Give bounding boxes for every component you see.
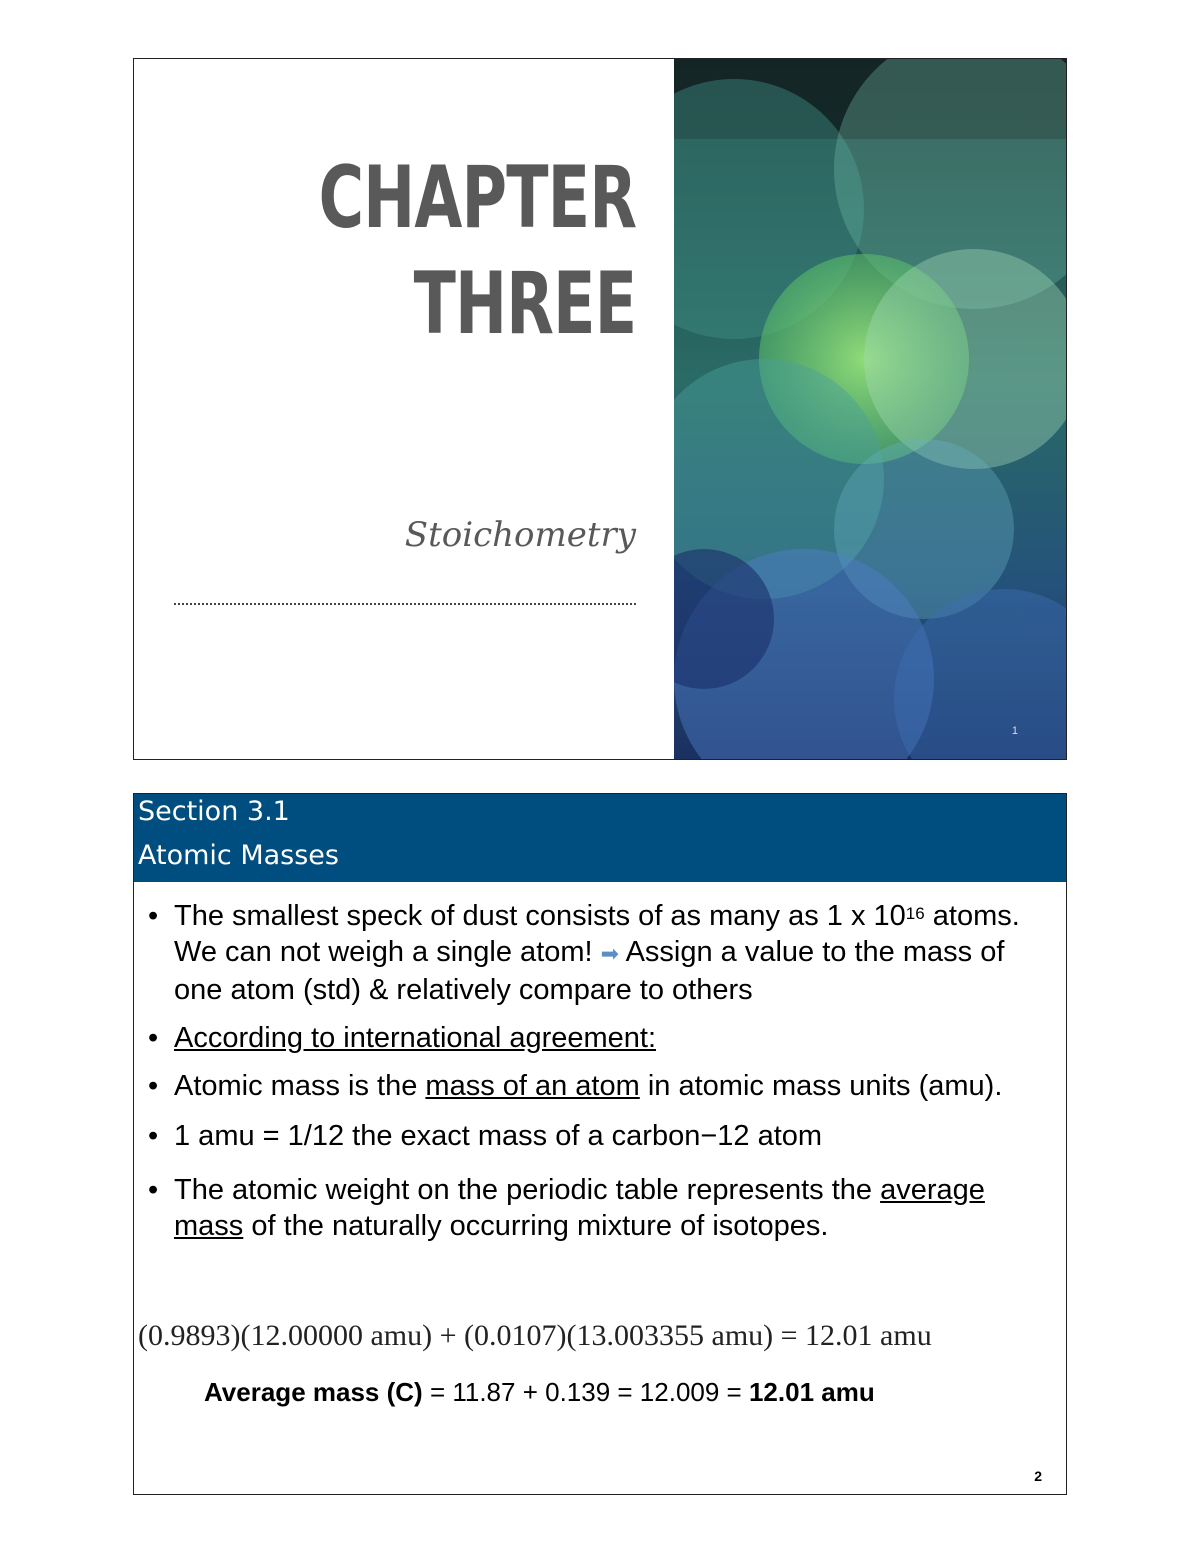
chapter-title bbox=[318, 145, 636, 357]
section-number: Section 3.1 bbox=[138, 796, 290, 827]
bullet-item bbox=[148, 1172, 1048, 1244]
bullet-text: mass of an atom bbox=[425, 1070, 640, 1102]
bullet-text: 1 amu = 1/12 the exact mass of a carbon−12 atom bbox=[174, 1120, 823, 1152]
bullet-item bbox=[148, 1068, 1048, 1104]
isotope-equation: (0.9893)(12.00000 amu) + (0.0107)(13.003355 amu) = 12.01 amu bbox=[138, 1319, 932, 1352]
bullet-item bbox=[148, 1020, 1048, 1056]
bullet-item bbox=[148, 1118, 1048, 1154]
slide-1 bbox=[133, 58, 1067, 760]
bullet-text: The smallest speck of dust consists of as many as 1 x 10 bbox=[174, 900, 906, 932]
bullet-list bbox=[148, 898, 1048, 1244]
artwork-image bbox=[674, 59, 1066, 759]
avg-calculation: = 11.87 + 0.139 = 12.009 = bbox=[429, 1377, 742, 1407]
abstract-artwork bbox=[674, 59, 1066, 759]
bullet-text: average mass bbox=[174, 1174, 985, 1242]
title-line-1: CHAPTER bbox=[318, 148, 636, 248]
bullet-text: in atomic mass units (amu). bbox=[647, 1070, 1003, 1102]
section-title: Atomic Masses bbox=[138, 840, 339, 871]
superscript: 16 bbox=[905, 904, 925, 923]
bullet-text: Atomic mass is the bbox=[174, 1070, 418, 1102]
average-mass-line bbox=[204, 1377, 875, 1408]
page-number: 1 bbox=[1011, 725, 1018, 737]
section-header bbox=[134, 794, 1066, 882]
slide-2 bbox=[133, 793, 1067, 1495]
title-panel bbox=[134, 59, 674, 759]
subtitle: Stoichometry bbox=[404, 515, 636, 555]
right-arrow-icon: ➡ bbox=[600, 941, 620, 966]
bullet-text: The atomic weight on the periodic table represents the bbox=[174, 1174, 873, 1206]
bullet-text: Assign a value to the mass of one atom (std) & relatively compare to others bbox=[174, 936, 1005, 1006]
title-line-2: THREE bbox=[413, 254, 636, 354]
bullet-text: of the naturally occurring mixture of isotopes. bbox=[251, 1210, 829, 1242]
bullet-item bbox=[148, 898, 1048, 1008]
bullet-text: atoms. We can not weigh a single atom! bbox=[174, 900, 1020, 968]
avg-result: 12.01 amu bbox=[748, 1377, 875, 1407]
bullet-text: According to international agreement: bbox=[174, 1022, 657, 1054]
page-number: 2 bbox=[1034, 1468, 1042, 1484]
dotted-divider bbox=[174, 603, 636, 605]
avg-label: Average mass (C) bbox=[204, 1377, 423, 1407]
